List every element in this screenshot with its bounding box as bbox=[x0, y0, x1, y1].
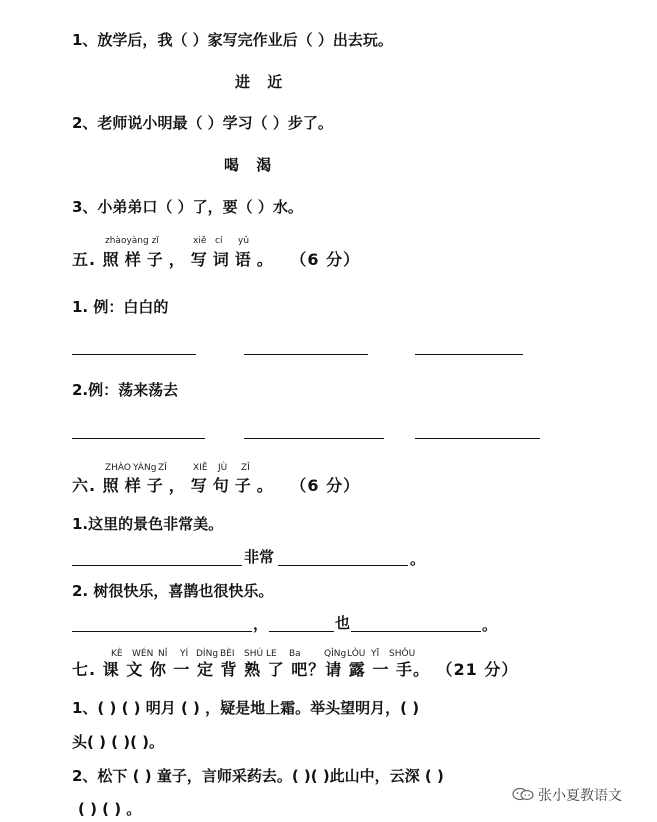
section6-pinyin-1: ZHÀO bbox=[105, 463, 132, 473]
question-3: 3、小弟弟口（ ）了，要（ ）水。 bbox=[72, 198, 303, 216]
sentence-comma: ， bbox=[253, 615, 269, 633]
poem-2-line-2: ( ) ( ) 。 bbox=[78, 800, 142, 818]
answer-line[interactable] bbox=[415, 438, 540, 439]
answer-line[interactable] bbox=[351, 631, 481, 632]
watermark-text: 张小夏教语文 bbox=[538, 788, 622, 804]
answer-line[interactable] bbox=[269, 631, 334, 632]
section7-heading bbox=[72, 657, 518, 680]
section5-pinyin-2: xiě bbox=[193, 236, 207, 246]
word-pair-2: 喝 渴 bbox=[224, 156, 278, 174]
section6-score: （6 分） bbox=[290, 476, 361, 495]
section7-number: 七. bbox=[72, 660, 97, 679]
section7-pinyin-10: QǏNg bbox=[324, 649, 347, 659]
section7-pinyin-8: LE bbox=[266, 649, 277, 659]
section6-pinyin-4: XIĚ bbox=[193, 463, 208, 473]
section7-pinyin-13: SHǑU bbox=[389, 649, 416, 659]
section5-pinyin-4: yǔ bbox=[238, 236, 250, 246]
section6-pinyin-2: YÀNg bbox=[133, 463, 157, 473]
section7-pinyin-3: NǏ bbox=[158, 649, 168, 659]
section7-pinyin-6: BÈI bbox=[220, 649, 235, 659]
section7-pinyin-5: DÌNg bbox=[196, 649, 219, 659]
sentence-word: 也 bbox=[335, 614, 351, 632]
section7-pinyin-9: Ba bbox=[289, 649, 301, 659]
section6-pinyin-3: ZǏ bbox=[158, 463, 167, 473]
section5-pinyin-3: cí bbox=[215, 236, 223, 246]
sentence-end: 。 bbox=[410, 550, 426, 568]
wechat-icon bbox=[512, 787, 534, 801]
section6-example-1: 1.这里的景色非常美。 bbox=[72, 515, 224, 533]
section7-pinyin-1: KÈ bbox=[111, 649, 123, 659]
sentence-end: 。 bbox=[482, 616, 498, 634]
section7-score: （21 分） bbox=[436, 660, 519, 679]
answer-line[interactable] bbox=[72, 631, 252, 632]
section5-heading bbox=[72, 247, 360, 270]
section5-pinyin-1: zhàoyàng zǐ bbox=[105, 236, 159, 246]
sentence-word: 非常 bbox=[244, 548, 275, 566]
section6-heading bbox=[72, 473, 360, 496]
section7-title: 课 文 你 一 定 背 熟 了 吧？请 露 一 手。 bbox=[102, 660, 430, 679]
section6-number: 六. bbox=[72, 476, 97, 495]
answer-line[interactable] bbox=[244, 354, 368, 355]
answer-line[interactable] bbox=[415, 354, 523, 355]
section7-pinyin-4: YÍ bbox=[180, 649, 189, 659]
poem-1-line-2: 头( ) ( )( )。 bbox=[72, 733, 165, 751]
poem-1-line-1: 1、( ) ( ) 明月 ( ) ，疑是地上霜。举头望明月，( ) bbox=[72, 699, 420, 717]
section5-example-2: 2.例：荡来荡去 bbox=[72, 381, 179, 399]
section7-pinyin-7: SHÚ bbox=[244, 649, 264, 659]
section6-example-2: 2. 树很快乐，喜鹊也很快乐。 bbox=[72, 582, 274, 600]
section6-title: 照样子，写句子。 bbox=[102, 476, 279, 495]
answer-line[interactable] bbox=[278, 565, 408, 566]
section5-title: 照样子，写词语。 bbox=[102, 250, 279, 269]
answer-line[interactable] bbox=[244, 438, 384, 439]
section5-number: 五. bbox=[72, 250, 97, 269]
answer-line[interactable] bbox=[72, 438, 205, 439]
answer-line[interactable] bbox=[72, 565, 242, 566]
poem-2-line-1: 2、松下 ( ) 童子，言师采药去。( )( )此山中，云深 ( ) bbox=[72, 767, 444, 785]
section5-example-1: 1. 例：白白的 bbox=[72, 298, 169, 316]
section5-score: （6 分） bbox=[290, 250, 361, 269]
section7-pinyin-12: YĪ bbox=[371, 649, 380, 659]
section6-pinyin-5: JÙ bbox=[218, 463, 228, 473]
section7-pinyin-11: LÒU bbox=[347, 649, 366, 659]
section7-pinyin-2: WÉN bbox=[132, 649, 154, 659]
question-1: 1、放学后，我（ ）家写完作业后（ ）出去玩。 bbox=[72, 31, 393, 49]
answer-line[interactable] bbox=[72, 354, 196, 355]
question-2: 2、老师说小明最（ ）学习（ ）步了。 bbox=[72, 114, 333, 132]
section6-pinyin-6: ZǏ bbox=[241, 463, 250, 473]
word-pair-1: 进 近 bbox=[235, 73, 289, 91]
